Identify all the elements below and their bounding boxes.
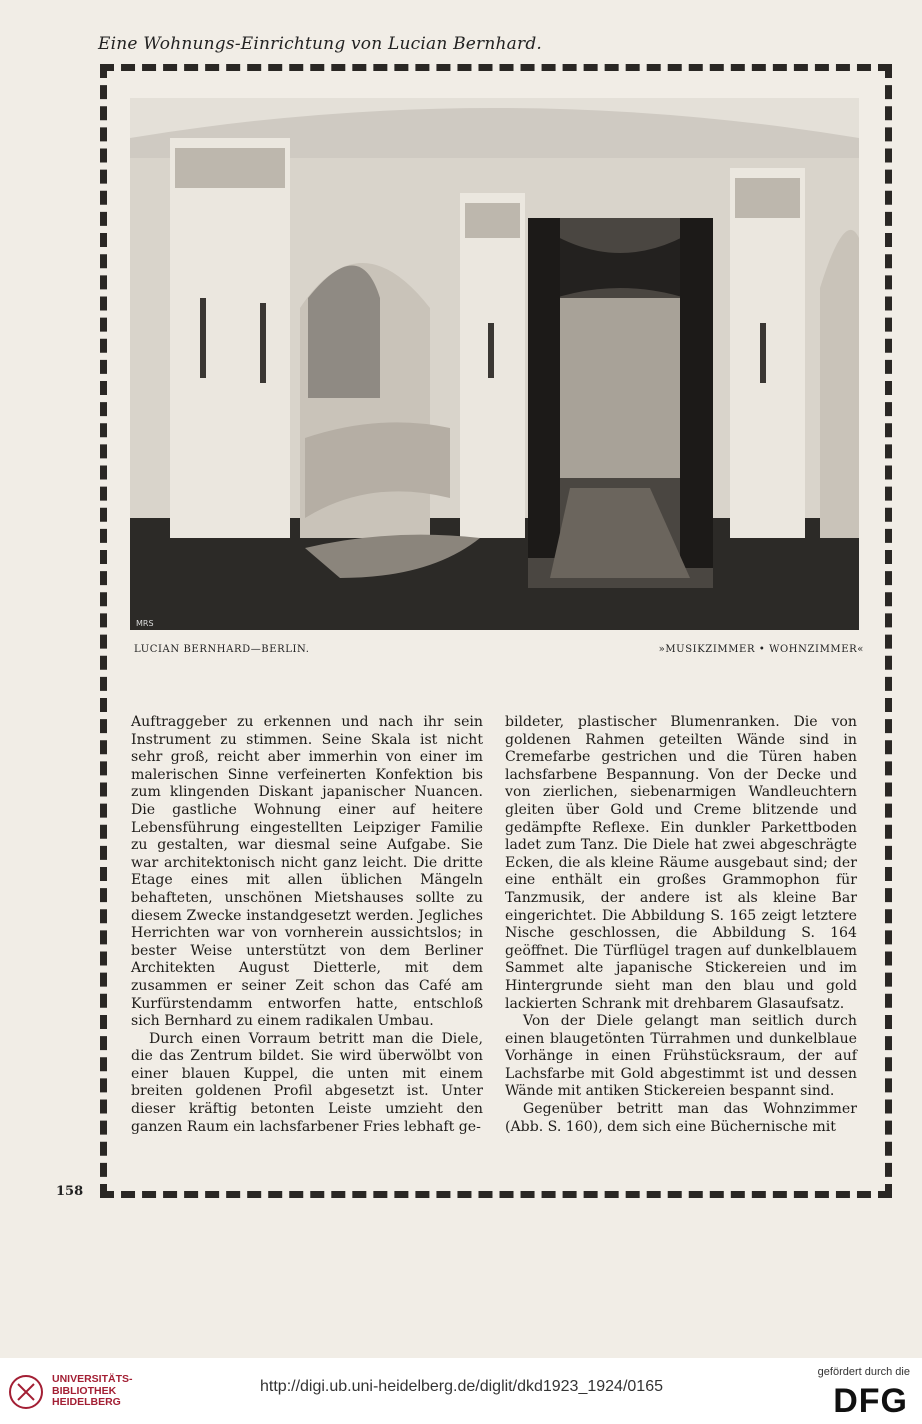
paragraph: Durch einen Vorraum betritt man die Diele, die das Zentrum bildet. Sie wird überwölbt von einer blauen Kuppel, die unten mit einem breiten goldenen Profil abgesetzt ist. Unter dieser kräftig betonten Leiste umzieht den ganzen Raum ein lachsfarbener Fries lebhaft ge- — [131, 1030, 483, 1135]
paragraph: bildeter, plastischer Blumenranken. Die von goldenen Rahmen geteilten Wände sind in Cremefarbe gestrichen und die Türen haben lachsfarbene Bespannung. Von der Decke und von zierlichen, siebenarmigen Wandleuchtern gleiten über Gold und Creme blitzende und gedämpfte Reflexe. Ein dunkler Parkettboden ladet zum Tanz. Die Diele hat zwei abgeschrägte Ecken, die als kleine Räume ausgebaut sind; der eine enthält ein großes Grammophon für Tanzmusik, der andere ist als kleine Bar eingerichtet. Die Abbildung S. 165 zeigt letztere Nische geschlossen, die Abbildung S. 164 geöffnet. Die Türflügel tragen auf dunkelblauem Sammet alte japanische Stickereien und im Hintergrunde sieht man den blau und gold lackierten Schrank mit drehbarem Glasaufsatz. — [505, 714, 857, 1012]
text-column-left — [131, 714, 483, 1136]
caption-photographer: LUCIAN BERNHARD—BERLIN. — [134, 644, 310, 655]
paragraph: Gegenüber betritt man das Wohnzimmer (Abb. S. 160), dem sich eine Büchernische mit — [505, 1101, 857, 1135]
photo-signature: MRS — [136, 619, 154, 628]
paragraph: Auftraggeber zu erkennen und nach ihr sein Instrument zu stimmen. Seine Skala ist nicht sehr groß, reicht aber immerhin von einer im malerischen Sinne verfeinerten Konfektion bis zum klingenden Diskant japanischer Nuancen. Die gastliche Wohnung einer auf heitere Lebensführung eingestellten Leipziger Familie zu gestalten, war diesmal seine Aufgabe. Sie war architektonisch nicht ganz leicht. Die dritte Etage eines mit allen üblichen Mängeln behafteten, unschönen Mietshauses sollte zu diesem Zwecke instandgesetzt werden. Jegliches Herrichten war von vornherein aussichtslos; in bester Weise unterstützt von dem Berliner Architekten August Dietterle, mit dem zusammen er seiner Zeit schon das Café am Kurfürstendamm entworfen hatte, entschloß sich Bernhard zu einem radikalen Umbau. — [131, 714, 483, 1030]
running-head: Eine Wohnungs-Einrichtung von Lucian Bernhard. — [98, 34, 543, 54]
footer-bar — [0, 1358, 922, 1424]
library-line: HEIDELBERG — [52, 1396, 121, 1408]
dfg-logo[interactable]: DFG — [833, 1382, 908, 1420]
caption-title: »MUSIKZIMMER • WOHNZIMMER« — [658, 644, 864, 655]
source-url-link[interactable]: http://digi.ub.uni-heidelberg.de/diglit/dkd1923_1924/0165 — [260, 1378, 663, 1395]
library-line: BIBLIOTHEK — [52, 1384, 117, 1397]
funding-note: gefördert durch die — [817, 1366, 910, 1378]
text-column-right — [505, 714, 857, 1136]
library-line: UNIVERSITÄTS- — [52, 1373, 133, 1385]
paragraph: Von der Diele gelangt man seitlich durch einen blaugetönten Türrahmen und dunkelblaue Vorhänge in einen Frühstücksraum, der auf Lachsfarbe mit Gold abgestimmt ist und dessen Wände mit antiken Stickereien bespannt sind. — [505, 1013, 857, 1100]
library-name[interactable] — [52, 1374, 133, 1409]
interior-photo — [130, 98, 859, 630]
page-number: 158 — [56, 1184, 84, 1199]
university-seal-icon — [8, 1372, 44, 1412]
